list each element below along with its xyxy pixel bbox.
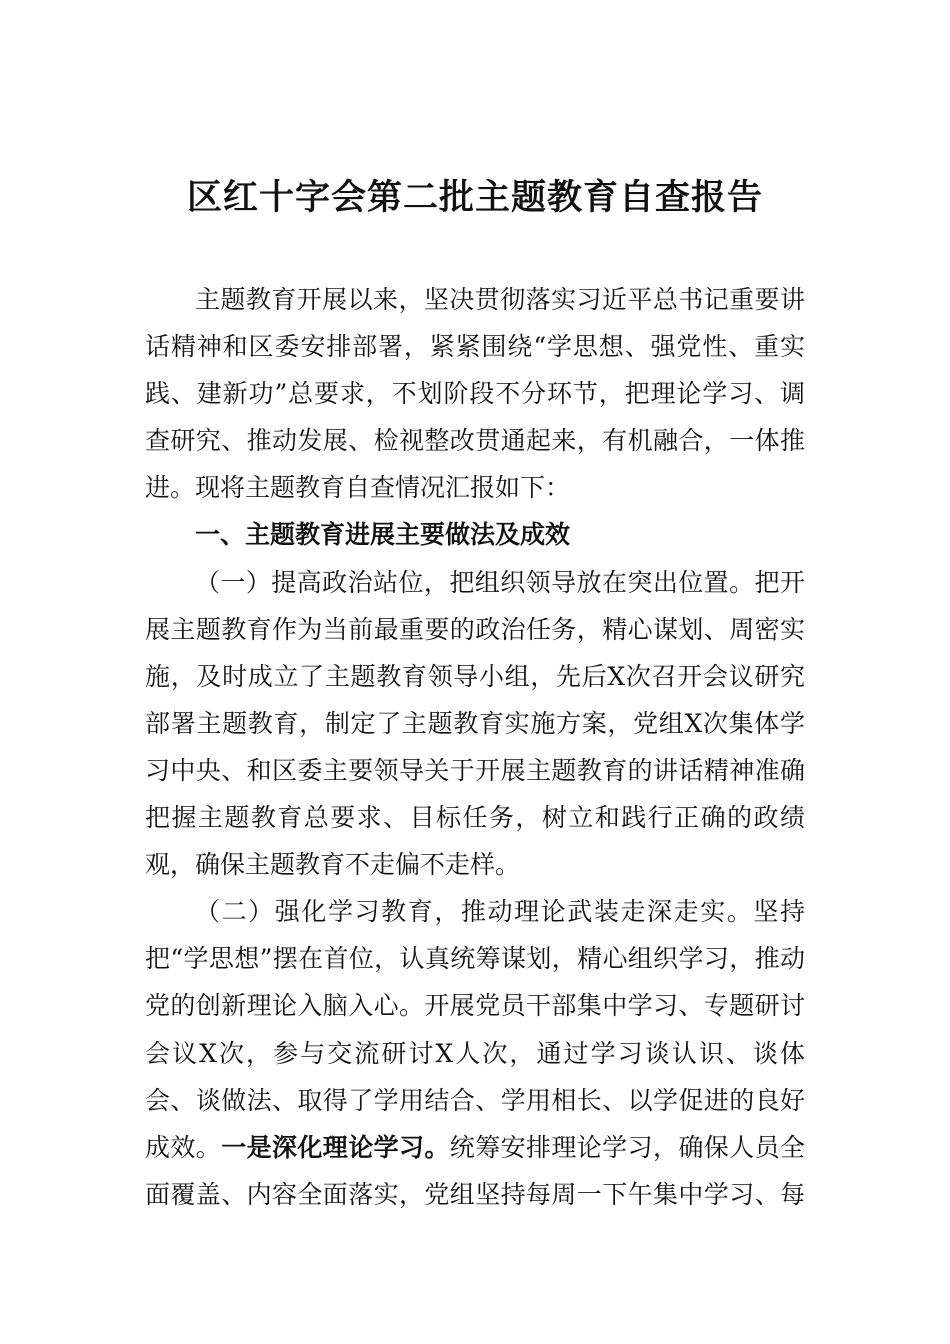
- paragraph-2-text: （二）强化学习教育，推动理论武装走深走实。坚持把“学思想”摆在首位，认真统筹谋划，精心组织学习，推动党的创新理论入脑入心。开展党员干部集中学习、专题研讨会议X次，参与交流研讨X人次，通过学习谈认识、谈体会、谈做法、取得了学用结合、学用相长、以学促进的良好成效。: [145, 897, 805, 1162]
- document-title: 区红十字会第二批主题教育自查报告: [186, 177, 763, 218]
- paragraph-2: [145, 888, 805, 1218]
- paragraph-2-bold-lead: 一是深化理论学习。: [221, 1132, 450, 1162]
- paragraph-2-text-continued: 统筹安排理论学习，确保人员全面覆盖、内容全面落实，党组坚持每周一下午集中学习、每: [145, 1132, 805, 1209]
- intro-paragraph: 主题教育开展以来，坚决贯彻落实习近平总书记重要讲话精神和区委安排部署，紧紧围绕“学思想、强党性、重实践、建新功”总要求，不划阶段不分环节，把理论学习、调查研究、推动发展、检视整改贯通起来，有机融合，一体推进。现将主题教育自查情况汇报如下：: [145, 285, 805, 503]
- document-body: [145, 276, 805, 1218]
- paragraph-1: （一）提高政治站位，把组织领导放在突出位置。把开展主题教育作为当前最重要的政治任务，精心谋划、周密实施，及时成立了主题教育领导小组，先后X次召开会议研究部署主题教育，制定了主题教育实施方案，党组X次集体学习中央、和区委主要领导关于开展主题教育的讲话精神准确把握主题教育总要求、目标任务，树立和践行正确的政绩观，确保主题教育不走偏不走样。: [145, 567, 805, 880]
- section-heading-1: 一、主题教育进展主要做法及成效: [195, 520, 571, 550]
